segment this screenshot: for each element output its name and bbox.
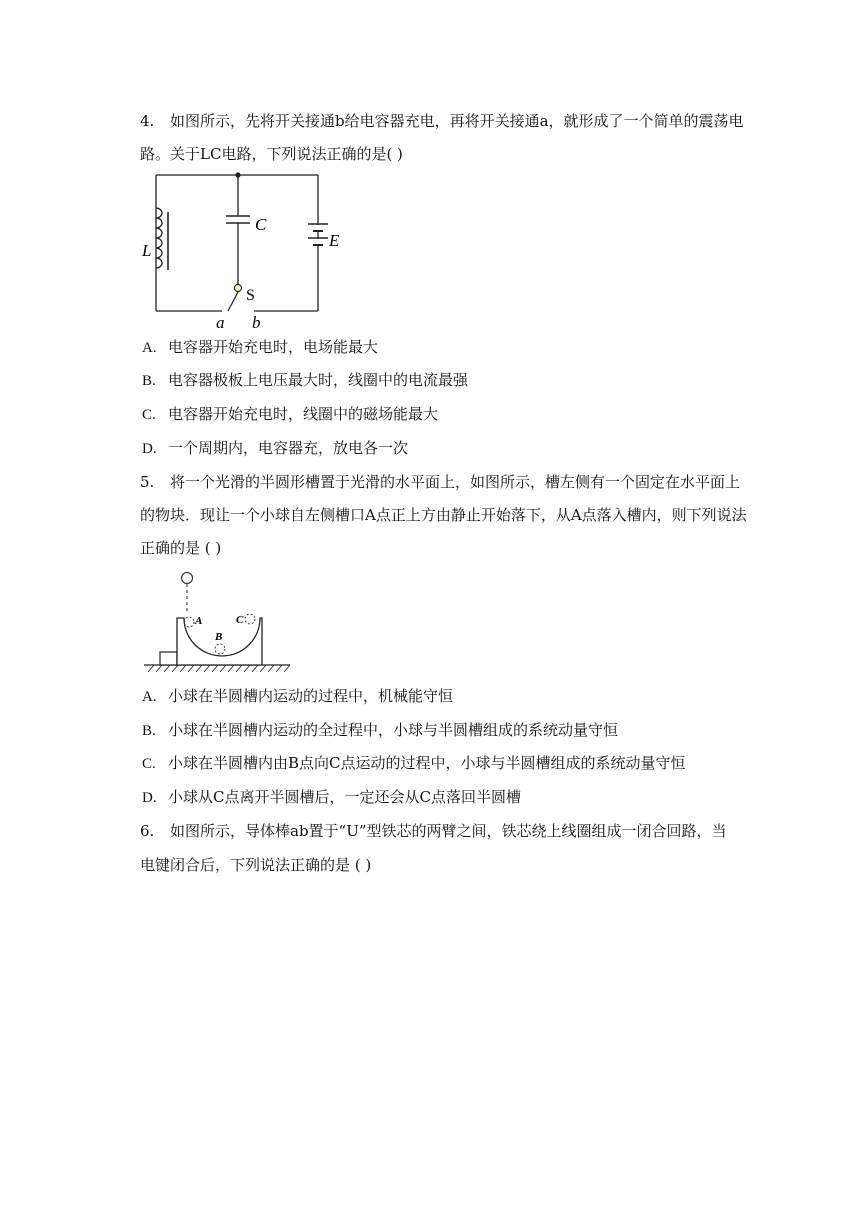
question-4-number: 4. <box>140 112 155 130</box>
question-6-stem-line-2: 电键闭合后，下列说法正确的是 ( ) <box>140 856 372 874</box>
switch-label: S <box>246 287 255 304</box>
point-b-label: B <box>215 631 223 643</box>
question-5-stem-line-3: 正确的是 ( ) <box>140 539 222 557</box>
question-4-text-1: 如图所示，先将开关接通b给电容器充电，再将开关接通a，就形成了一个简单的震荡电 <box>170 112 744 130</box>
question-4-stem-line-2: 路。关于LC电路，下列说法正确的是( ) <box>140 145 403 163</box>
contact-b-label: b <box>252 313 261 332</box>
lc-circuit-figure <box>140 166 360 334</box>
question-4-option-a: A. 电容器开始充电时，电场能最大 <box>142 338 379 356</box>
battery-label: E <box>329 231 340 250</box>
question-5-option-d: D. 小球从C点离开半圆槽后，一定还会从C点落回半圆槽 <box>142 788 521 806</box>
question-6-stem-line-1 <box>140 821 727 841</box>
question-5-option-c: C. 小球在半圆槽内由B点向C点运动的过程中，小球与半圆槽组成的系统动量守恒 <box>142 754 686 772</box>
capacitor-label: C <box>255 215 267 234</box>
question-5-stem-line-1 <box>140 472 740 492</box>
contact-a-label: a <box>216 313 225 332</box>
point-c-label: C <box>236 614 244 626</box>
question-6-number: 6. <box>140 822 155 840</box>
question-5-stem-line-2: 的物块．现让一个小球自左侧槽口A点正上方由静止开始落下，从A点落入槽内，则下列说法 <box>140 506 747 524</box>
half-groove-figure <box>140 566 294 676</box>
question-5-number: 5. <box>140 473 155 491</box>
question-5-option-a: A. 小球在半圆槽内运动的过程中，机械能守恒 <box>142 687 454 705</box>
question-5-option-b: B. 小球在半圆槽内运动的全过程中，小球与半圆槽组成的系统动量守恒 <box>142 721 619 739</box>
question-4-option-c: C. 电容器开始充电时，线圈中的磁场能最大 <box>142 405 439 423</box>
question-4-stem-line-1 <box>140 111 744 131</box>
point-a-label: A <box>195 615 203 627</box>
question-4-option-b: B. 电容器极板上电压最大时，线圈中的电流最强 <box>142 371 469 389</box>
question-4-option-d: D. 一个周期内，电容器充，放电各一次 <box>142 439 409 457</box>
question-5-text-1: 将一个光滑的半圆形槽置于光滑的水平面上，如图所示，槽左侧有一个固定在水平面上 <box>170 473 741 491</box>
inductor-label: L <box>142 241 152 260</box>
question-6-text-1: 如图所示，导体棒ab置于“U”型铁芯的两臂之间，铁芯绕上线圈组成一闭合回路，当 <box>170 822 727 840</box>
